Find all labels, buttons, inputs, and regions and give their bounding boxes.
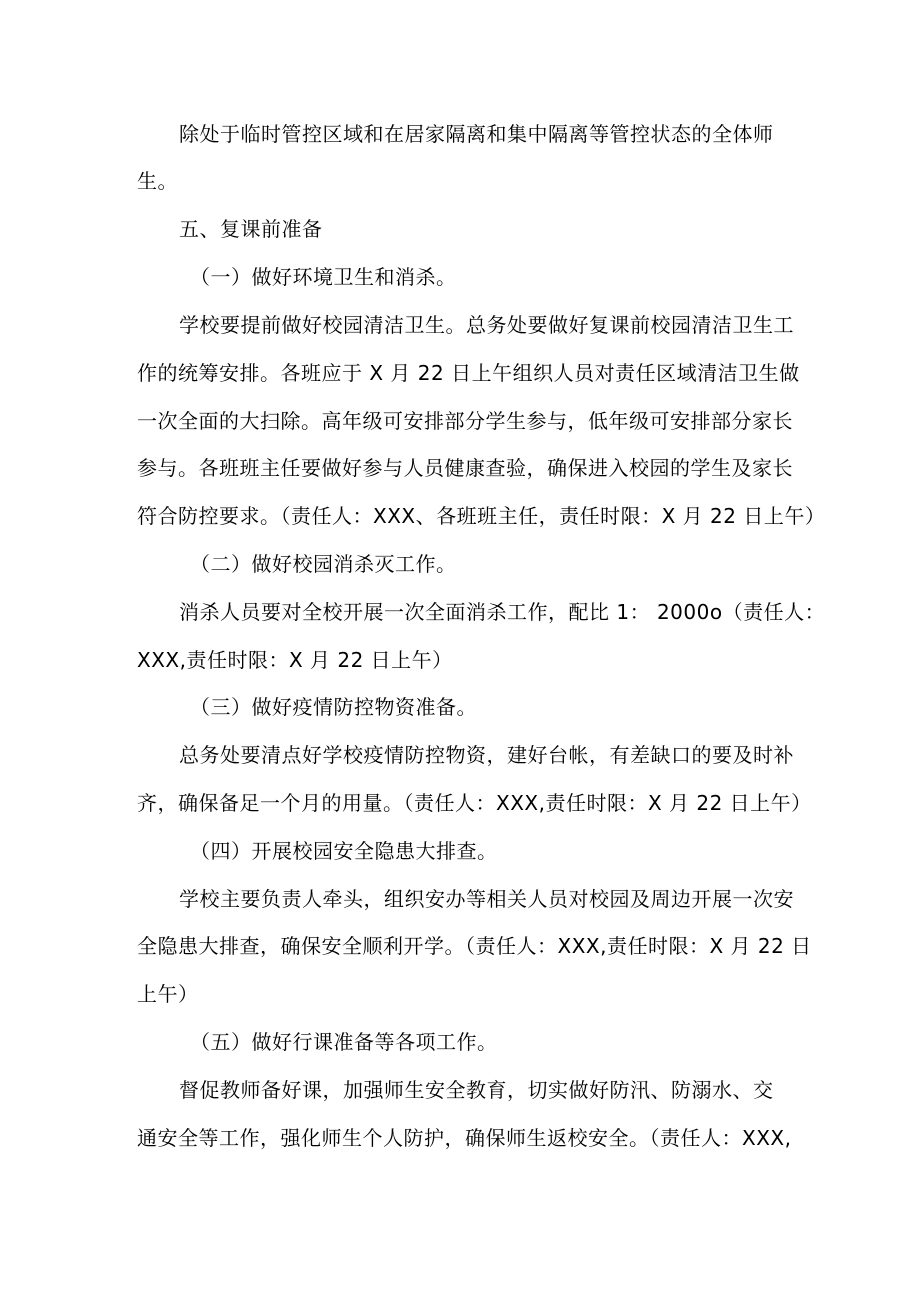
subsection-heading: （三）做好疫情防控物资准备。 — [190, 695, 477, 719]
section-heading: 五、复课前准备 — [179, 217, 323, 241]
paragraph-line: 符合防控要求。（责任人：XXX、各班班主任，责任时限：X 月 22 日上午） — [137, 504, 826, 528]
paragraph-line: 学校要提前做好校园清洁卫生。总务处要做好复课前校园清洁卫生工 — [179, 313, 794, 337]
paragraph-line: 督促教师备好课，加强师生安全教育，切实做好防汛、防溺水、交 — [179, 1078, 774, 1102]
paragraph-line: 生。 — [137, 169, 178, 193]
paragraph-line: 上午） — [137, 982, 199, 1006]
subsection-heading: （五）做好行课准备等各项工作。 — [190, 1030, 498, 1054]
subsection-heading: （四）开展校园安全隐患大排查。 — [190, 839, 498, 863]
paragraph-line: 消杀人员要对全校开展一次全面消杀工作，配比 1： 2000o（责任人： — [179, 600, 826, 624]
paragraph-line: 一次全面的大扫除。高年级可安排部分学生参与，低年级可安排部分家长 — [137, 409, 793, 433]
paragraph-line: 作的统筹安排。各班应于 X 月 22 日上午组织人员对责任区域清洁卫生做 — [137, 361, 800, 385]
paragraph-line: 学校主要负责人牵头，组织安办等相关人员对校园及周边开展一次安 — [179, 887, 794, 911]
subsection-heading: （二）做好校园消杀灭工作。 — [190, 552, 457, 576]
paragraph-line: XXX,责任时限：X 月 22 日上午） — [137, 648, 453, 672]
paragraph-line: 总务处要清点好学校疫情防控物资，建好台帐，有差缺口的要及时补 — [179, 743, 794, 767]
subsection-heading: （一）做好环境卫生和消杀。 — [190, 265, 457, 289]
paragraph-line: 通安全等工作，强化师生个人防护，确保师生返校安全。（责任人：XXX, — [137, 1126, 792, 1150]
paragraph-line: 齐，确保备足一个月的用量。（责任人：XXX,责任时限：X 月 22 日上午） — [137, 791, 812, 815]
paragraph-line: 全隐患大排查，确保安全顺利开学。（责任人：XXX,责任时限：X 月 22 日 — [137, 934, 812, 958]
paragraph-line: 除处于临时管控区域和在居家隔离和集中隔离等管控状态的全体师 — [179, 122, 774, 146]
paragraph-line: 参与。各班班主任要做好参与人员健康查验，确保进入校园的学生及家长 — [137, 456, 793, 480]
